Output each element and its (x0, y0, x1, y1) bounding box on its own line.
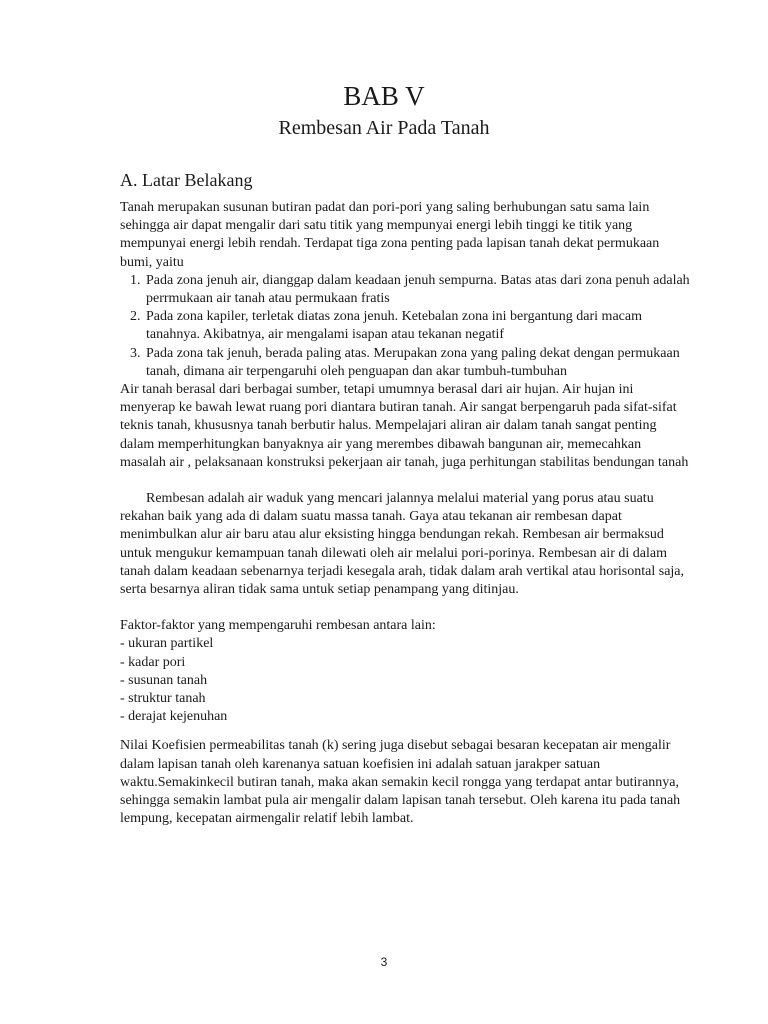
permeability-paragraph: Nilai Koefisien permeabilitas tanah (k) sering juga disebut sebagai besaran kecepatan air mengalir dalam lapisan tanah oleh karenanya satuan koefisien ini adalah satuan jarakper satuan waktu.Semakinkecil butiran tanah, maka akan semakin kecil rongga yang terdapat antar butirannya, sehingga semakin lambat pula air mengalir dalam lapisan tanah tersebut. Oleh karena itu pada tanah lempung, kecepatan airmengalir relatif lebih lambat. (120, 738, 681, 827)
factor-item: - struktur tanah (120, 691, 206, 707)
chapter-title: BAB V (343, 81, 425, 111)
factors-list (120, 635, 690, 726)
zone-item: 1. Pada zona jenuh air, dianggap dalam keadaan jenuh sempurna. Batas atas dari zona penuh adalah perrmukaan air tanah atau permukaan fratis (144, 272, 690, 308)
document-body (120, 199, 690, 829)
factor-item: - kadar pori (120, 654, 186, 670)
zone-item: 2. Pada zona kapiler, terletak diatas zona jenuh. Ketebalan zona ini bergantung dari macam tanahnya. Akibatnya, air mengalami isapan atau tekanan negatif (144, 308, 690, 344)
section-heading: A. Latar Belakang (120, 170, 253, 190)
zones-list (120, 272, 690, 381)
page-number: 3 (380, 955, 388, 969)
zone-item: 3. Pada zona tak jenuh, berada paling atas. Merupakan zona yang paling dekat dengan permukaan tanah, dimana air terpengaruhi oleh penguapan dan akar tumbuh-tumbuhan (144, 345, 690, 381)
intro-paragraph: Tanah merupakan susunan butiran padat dan pori-pori yang saling berhubungan satu sama lain sehingga air dapat mengalir dari satu titik yang mempunyai energi lebih tinggi ke titik yang mempunyai energi lebih rendah. Terdapat tiga zona penting pada lapisan tanah dekat permukaan bumi, yaitu (120, 200, 660, 270)
factors-intro: Faktor-faktor yang mempengaruhi rembesan antara lain: (120, 618, 436, 634)
seepage-paragraph: Rembesan adalah air waduk yang mencari jalannya melalui material yang porus atau suatu rekahan baik yang ada di dalam suatu massa tanah. Gaya atau tekanan air rembesan dapat menimbulkan alur air baru atau alur eksisting hingga bendungan rekah. Rembesan air bermaksud untuk mengukur kemampuan tanah dilewati oleh air melalui pori-porinya. Rembesan air di dalam tanah dalam keadaan sebenarnya terjadi kesegala arah, tidak dalam arah vertikal atau horisontal saja, serta besarnya aliran tidak sama untuk setiap penampang yang ditinjau. (120, 491, 685, 598)
chapter-subtitle: Rembesan Air Pada Tanah (278, 117, 490, 139)
groundwater-paragraph: Air tanah berasal dari berbagai sumber, tetapi umumnya berasal dari air hujan. Air hujan ini menyerap ke bawah lewat ruang pori diantara butiran tanah. Air sangat berpengaruh pada sifat-sifat teknis tanah, khususnya tanah berbutir halus. Mempelajari aliran air dalam tanah sangat penting dalam memperhitungkan banyaknya air yang merembes dibawah bangunan air, memecahkan masalah air , pelaksanaan konstruksi pekerjaan air tanah, juga perhitungan stabilitas bendungan tanah (120, 382, 689, 470)
factor-item: - derajat kejenuhan (120, 709, 228, 725)
factor-item: - ukuran partikel (120, 636, 214, 652)
factor-item: - susunan tanah (120, 672, 208, 688)
